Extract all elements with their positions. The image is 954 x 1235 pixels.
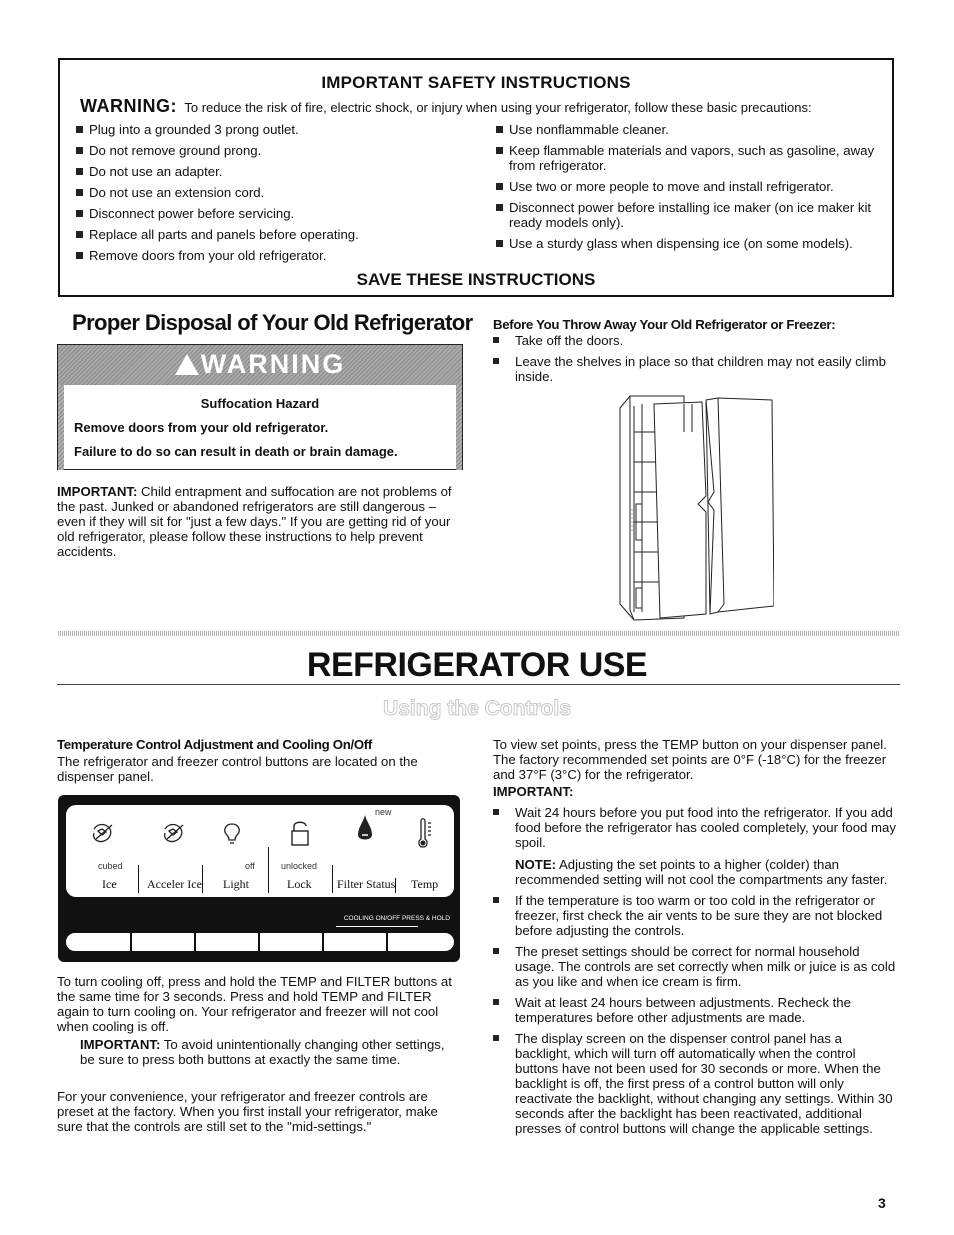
cooling-underline <box>336 926 418 927</box>
disposal-important-paragraph <box>57 484 467 559</box>
acceler-ice-icon <box>159 819 189 849</box>
important-heading: IMPORTANT: <box>493 784 574 799</box>
list-item: Wait at least 24 hours between adjustments. Recheck the temperatures before other adjustments are made. <box>493 995 898 1025</box>
filter-status-label: Filter Status <box>337 877 396 891</box>
warning-triangle-icon <box>175 354 199 375</box>
light-label: Light <box>223 877 249 891</box>
important-text: To avoid unintentionally changing other settings, be sure to press both buttons at exactly the same time. <box>80 1037 445 1067</box>
lock-label: Lock <box>287 877 312 891</box>
lock-button[interactable] <box>269 805 335 897</box>
refrigerator-illustration <box>614 392 774 624</box>
suffocation-warning-box <box>57 344 463 470</box>
title-rule <box>57 684 900 685</box>
note-label: NOTE: <box>515 857 557 872</box>
safety-warning-line <box>80 96 812 117</box>
section-title: REFRIGERATOR USE <box>306 646 648 684</box>
subsection-title: Using the Controls <box>383 697 571 720</box>
list-item: Plug into a grounded 3 prong outlet. <box>76 122 476 137</box>
light-button[interactable] <box>203 805 265 897</box>
dispenser-button-bar <box>66 933 454 951</box>
lightbulb-icon <box>221 821 243 849</box>
before-list <box>493 333 893 390</box>
filter-status-button[interactable] <box>333 805 397 897</box>
cooling-important-paragraph <box>80 1037 460 1067</box>
warning-label: WARNING: <box>80 96 177 116</box>
new-caption: new <box>375 807 392 817</box>
panel-divider <box>332 878 333 893</box>
list-item: Use two or more people to move and install refrigerator. <box>496 179 891 194</box>
bar-divider <box>130 933 132 951</box>
cooling-off-paragraph: To turn cooling off, press and hold the TEMP and FILTER buttons at the same time for 3 seconds. Press and hold TEMP and FILTER again to turn cooling on. Your refrigerator and freezer will not cool when cooling is off. <box>57 974 452 1034</box>
safety-left-list <box>76 122 476 269</box>
warning-line-2: Failure to do so can result in death or brain damage. <box>74 444 398 459</box>
note <box>515 857 898 887</box>
view-set-points-paragraph: To view set points, press the TEMP button on your dispenser panel. The factory recommended set points are 0°F (-18°C) for the freezer and 37°F (3°C) for the refrigerator. <box>493 737 887 782</box>
list-item: Disconnect power before installing ice maker (on ice maker kit ready models only). <box>496 200 891 230</box>
safety-instructions-box <box>58 58 894 297</box>
list-item: Do not use an adapter. <box>76 164 476 179</box>
bar-divider <box>386 933 388 951</box>
list-item: Leave the shelves in place so that children may not easily climb inside. <box>493 354 893 384</box>
lock-icon <box>289 819 311 849</box>
list-item: The preset settings should be correct for normal household usage. The controls are set correctly when milk or juice is as cold as you like and when ice cream is firm. <box>493 944 898 989</box>
warning-text: To reduce the risk of fire, electric shock, or injury when using your refrigerator, follow these basic precautions: <box>184 100 812 115</box>
page-number: 3 <box>878 1195 886 1211</box>
safety-right-list <box>496 122 891 257</box>
list-item: If the temperature is too warm or too cold in the refrigerator or freezer, first check the air vents to be sure they are not blocked before adjusting the controls. <box>493 893 898 938</box>
list-item: Remove doors from your old refrigerator. <box>76 248 476 263</box>
temperature-control-heading: Temperature Control Adjustment and Cooling On/Off <box>57 737 372 752</box>
unlocked-caption: unlocked <box>281 861 318 871</box>
list-item: Use a sturdy glass when dispensing ice (on some models). <box>496 236 891 251</box>
acceler-ice-button[interactable] <box>139 805 207 897</box>
warning-banner-text: WARNING <box>200 349 346 379</box>
list-item <box>493 805 898 887</box>
panel-divider <box>395 878 396 893</box>
off-caption: off <box>245 861 255 871</box>
ice-cubed-icon <box>88 819 118 849</box>
safety-title: IMPORTANT SAFETY INSTRUCTIONS <box>321 73 631 92</box>
bar-divider <box>258 933 260 951</box>
important-text: Child entrapment and suffocation are not problems of the past. Junked or abandoned refrigerators are still dangerous – even if they will sit for "just a few days." If you are getting rid of your old refrigerator, please follow these instructions to help prevent accidents. <box>57 484 452 559</box>
water-drop-icon <box>355 813 375 847</box>
cooling-onoff-text: COOLING ON/OFF PRESS & HOLD <box>343 915 450 922</box>
warning-banner-title <box>58 349 462 380</box>
ice-label: Ice <box>102 877 117 891</box>
safety-footer: SAVE THESE INSTRUCTIONS <box>356 270 596 289</box>
important-label: IMPORTANT: <box>57 484 138 499</box>
list-item-text: Wait 24 hours before you put food into the refrigerator. If you add food before the refrigerator has cooled completely, your food may spoil. <box>515 805 896 850</box>
section-divider <box>58 631 900 636</box>
hazard-title: Suffocation Hazard <box>200 396 320 411</box>
important-label: IMPORTANT: <box>80 1037 161 1052</box>
warning-line-1: Remove doors from your old refrigerator. <box>74 420 329 435</box>
temp-button[interactable] <box>397 805 454 897</box>
panel-face <box>66 805 454 897</box>
bar-divider <box>322 933 324 951</box>
bar-divider <box>194 933 196 951</box>
before-heading: Before You Throw Away Your Old Refrigerator or Freezer: <box>493 317 836 332</box>
list-item: The display screen on the dispenser control panel has a backlight, which will turn off automatically when the control buttons have not been used for 30 seconds or more. When the backlight is off, the first press of a control button will only reactivate the backlight, without changing any settings. Within 30 seconds after the backlight has been reactivated, additional presses of control buttons will change the applicable settings. <box>493 1031 898 1136</box>
temp-label: Temp <box>411 877 439 891</box>
disposal-heading: Proper Disposal of Your Old Refrigerator <box>72 310 473 335</box>
thermometer-icon <box>415 817 435 851</box>
temperature-control-intro: The refrigerator and freezer control buttons are located on the dispenser panel. <box>57 754 418 784</box>
important-list <box>493 805 898 1142</box>
list-item: Take off the doors. <box>493 333 893 348</box>
acceler-ice-label: Acceler Ice <box>147 877 202 891</box>
list-item: Disconnect power before servicing. <box>76 206 476 221</box>
list-item: Replace all parts and panels before operating. <box>76 227 476 242</box>
convenience-paragraph: For your convenience, your refrigerator and freezer controls are preset at the factory. When you first install your refrigerator, make sure that the controls are still set to the "mid-settings." <box>57 1089 438 1134</box>
list-item: Keep flammable materials and vapors, such as gasoline, away from refrigerator. <box>496 143 891 173</box>
cubed-caption: cubed <box>98 861 123 871</box>
ice-button[interactable] <box>66 805 128 897</box>
list-item: Do not use an extension cord. <box>76 185 476 200</box>
note-text: Adjusting the set points to a higher (colder) than recommended setting will not cool the compartments any faster. <box>515 857 888 887</box>
dispenser-control-panel <box>58 795 460 962</box>
list-item: Do not remove ground prong. <box>76 143 476 158</box>
list-item: Use nonflammable cleaner. <box>496 122 891 137</box>
